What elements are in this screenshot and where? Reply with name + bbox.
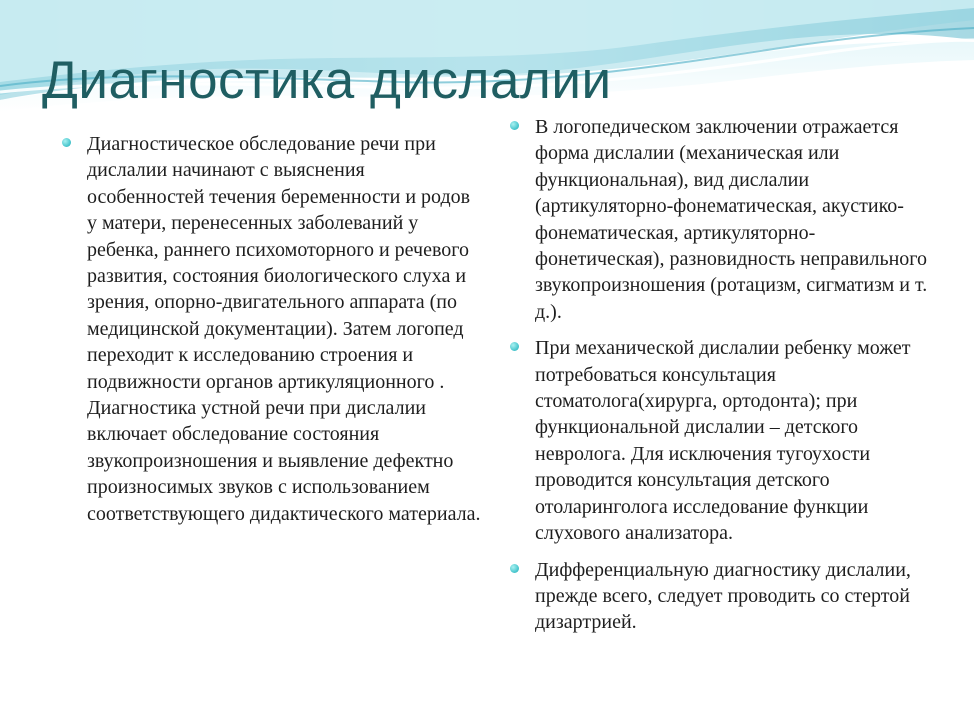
right-column-list [510, 114, 930, 646]
bullet-icon [510, 342, 519, 351]
list-item [510, 335, 930, 546]
list-item [62, 131, 482, 527]
left-column-list [62, 131, 482, 537]
list-item-text: В логопедическом заключении отражается форма дислалии (механическая или функциональная), вид дислалии (артикуляторно-фонематическая, акустико-фонематическая, артикуляторно-фонетическая), разновидность неправильного звукопроизношения (ротацизм, сигматизм и т. д.). [535, 116, 928, 323]
list-item [510, 557, 930, 636]
slide-title: Диагностика дислалии [42, 51, 612, 110]
list-item-text: Дифференциальную диагностику дислалии, прежде всего, следует проводить со стертой дизартрией. [535, 558, 911, 634]
list-item-text: При механической дислалии ребенку может потребоваться консультация стоматолога(хирурга, ортодонта); при функциональной дислалии – детского невролога. Для исключения тугоухости проводится консультация детского отоларинголога исследование функции слухового анализатора. [535, 337, 911, 545]
list-item-text: Диагностическое обследование речи при дислалии начинают с выяснения особенностей течения беременности и родов у матери, перенесенных заболеваний у ребенка, раннего психомоторного и речевого развития, состояния биологического слуха и зрения, опорно-двигательного аппарата (по медицинской документации). Затем логопед переходит к исследованию строения и подвижности органов артикуляционного . Диагностика устной речи при дислалии включает обследование состояния звукопроизношения и выявление дефектно произносимых звуков с использованием соответствующего дидактического материала. [87, 133, 481, 525]
bullet-icon [510, 121, 519, 130]
list-item [510, 114, 930, 325]
bullet-icon [62, 138, 71, 147]
bullet-icon [510, 564, 519, 573]
